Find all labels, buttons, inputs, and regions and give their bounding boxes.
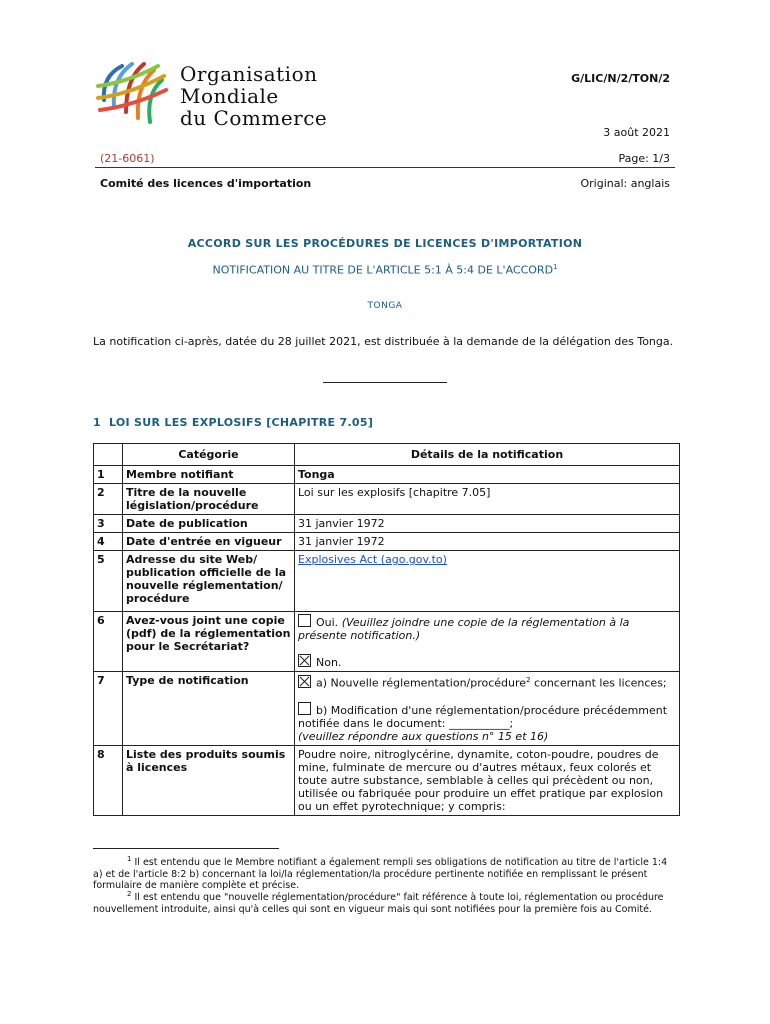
oui-label: Oui. xyxy=(316,616,339,629)
header-no-cell xyxy=(94,444,123,466)
non-label: Non. xyxy=(316,656,342,669)
section-title: LOI SUR LES EXPLOSIFS [CHAPITRE 7.05] xyxy=(108,416,374,429)
row-number: 6 xyxy=(94,612,123,672)
org-line-2: Mondiale xyxy=(180,84,279,108)
row-category: Adresse du site Web/ publication officielle de la nouvelle réglementation/ procédure xyxy=(123,551,295,612)
row-value xyxy=(295,612,680,672)
table-row xyxy=(94,515,680,533)
table-row xyxy=(94,466,680,484)
organisation-name xyxy=(180,64,327,130)
original-language: Original: anglais xyxy=(580,177,670,190)
row-value: 31 janvier 1972 xyxy=(295,533,680,551)
row-value: Poudre noire, nitroglycérine, dynamite, coton-poudre, poudres de mine, fulminate de mercure ou d'autres métaux, feux colorés et toute autre substance, semblable à celles qui précèdent ou non, utilisée ou fabriquée pour produire un effet pratique par explosion ou un effet pyrotechnique; y compris: xyxy=(295,745,680,815)
row-number: 5 xyxy=(94,551,123,612)
option-a-label: a) Nouvelle réglementation/procédure xyxy=(316,676,527,690)
oui-note: (Veuillez joindre une copie de la réglementation à la présente notification.) xyxy=(298,616,630,642)
row-category: Type de notification xyxy=(123,672,295,746)
checkbox-a-checked-icon[interactable] xyxy=(298,675,311,688)
intro-paragraph: La notification ci-après, datée du 28 juillet 2021, est distribuée à la demande de la délégation des Tonga. xyxy=(93,335,674,348)
page-number: Page: 1/3 xyxy=(618,152,670,165)
footnote-1-text: Il est entendu que le Membre notifiant a également rempli ses obligations de notification au titre de l'article 1:4 a) et de l'article 8:2 b) concernant la loi/la réglementation/la procédure pertinente notifiée en remplissant le présent formulaire de manière complète et précise. xyxy=(93,857,668,892)
table-row xyxy=(94,745,680,815)
footnote-ref-1: 1 xyxy=(553,263,558,271)
header-details: Détails de la notification xyxy=(295,444,680,466)
row-number: 4 xyxy=(94,533,123,551)
option-a-rest: concernant les licences; xyxy=(530,676,667,690)
country-title: TONGA xyxy=(367,301,403,311)
footnote-rule xyxy=(93,848,279,849)
option-oui xyxy=(298,614,676,642)
document-number: (21-6061) xyxy=(100,152,155,165)
org-line-3: du Commerce xyxy=(180,106,328,130)
row-value xyxy=(295,551,680,612)
committee-name: Comité des licences d'importation xyxy=(100,177,312,190)
header-rule xyxy=(95,167,675,168)
footnote-1 xyxy=(93,854,678,892)
table-row xyxy=(94,533,680,551)
explosives-act-link[interactable]: Explosives Act (ago.gov.to) xyxy=(298,553,447,566)
option-b-note: (veuillez répondre aux questions n° 15 et 16) xyxy=(298,729,549,743)
notification-table xyxy=(93,443,680,816)
row-category: Titre de la nouvelle législation/procédure xyxy=(123,484,295,515)
row-category: Date de publication xyxy=(123,515,295,533)
row-number: 7 xyxy=(94,672,123,746)
footnote-2-number: 2 xyxy=(127,890,132,898)
section-heading xyxy=(93,416,373,429)
row-number: 2 xyxy=(94,484,123,515)
checkbox-non-checked-icon[interactable] xyxy=(298,654,311,667)
checkbox-b[interactable] xyxy=(298,702,311,715)
footnote-1-number: 1 xyxy=(127,855,132,863)
footnote-2-text: Il est entendu que "nouvelle réglementation/procédure" fait référence à toute loi, réglementation ou procédure nouvellement introduite, ainsi qu'à celles qui sont en vigueur mais qui sont notifiées pour la première fois au Comité. xyxy=(93,892,664,915)
agreement-title: ACCORD SUR LES PROCÉDURES DE LICENCES D'IMPORTATION xyxy=(187,237,583,250)
row-value: Loi sur les explosifs [chapitre 7.05] xyxy=(295,484,680,515)
option-non xyxy=(298,654,676,669)
option-b xyxy=(298,702,676,730)
footnote-2 xyxy=(93,889,678,915)
row-category: Liste des produits soumis à licences xyxy=(123,745,295,815)
wto-logo-icon xyxy=(92,56,172,128)
table-row xyxy=(94,484,680,515)
header-category: Catégorie xyxy=(123,444,295,466)
checkbox-oui[interactable] xyxy=(298,614,311,627)
row-category: Date d'entrée en vigueur xyxy=(123,533,295,551)
row-category: Avez-vous joint une copie (pdf) de la réglementation pour le Secrétariat? xyxy=(123,612,295,672)
table-header-row xyxy=(94,444,680,466)
section-number: 1 xyxy=(93,416,101,429)
option-a xyxy=(298,674,676,690)
row-value: Tonga xyxy=(295,466,680,484)
footnote-ref-2: 2 xyxy=(526,676,531,684)
row-number: 1 xyxy=(94,466,123,484)
option-b-label: b) Modification d'une réglementation/procédure précédemment notifiée dans le document: ___________; xyxy=(298,703,668,730)
table-row xyxy=(94,551,680,612)
row-number: 8 xyxy=(94,745,123,815)
org-line-1: Organisation xyxy=(180,62,318,86)
row-category: Membre notifiant xyxy=(123,466,295,484)
separator-line xyxy=(323,382,447,383)
notification-title xyxy=(95,263,675,277)
row-value: 31 janvier 1972 xyxy=(295,515,680,533)
document-date: 3 août 2021 xyxy=(603,126,670,139)
row-value xyxy=(295,672,680,746)
table-row xyxy=(94,672,680,746)
notification-title-text: NOTIFICATION AU TITRE DE L'ARTICLE 5:1 À 5:4 DE L'ACCORD xyxy=(212,263,554,277)
row-number: 3 xyxy=(94,515,123,533)
document-symbol: G/LIC/N/2/TON/2 xyxy=(571,72,670,85)
table-row xyxy=(94,612,680,672)
